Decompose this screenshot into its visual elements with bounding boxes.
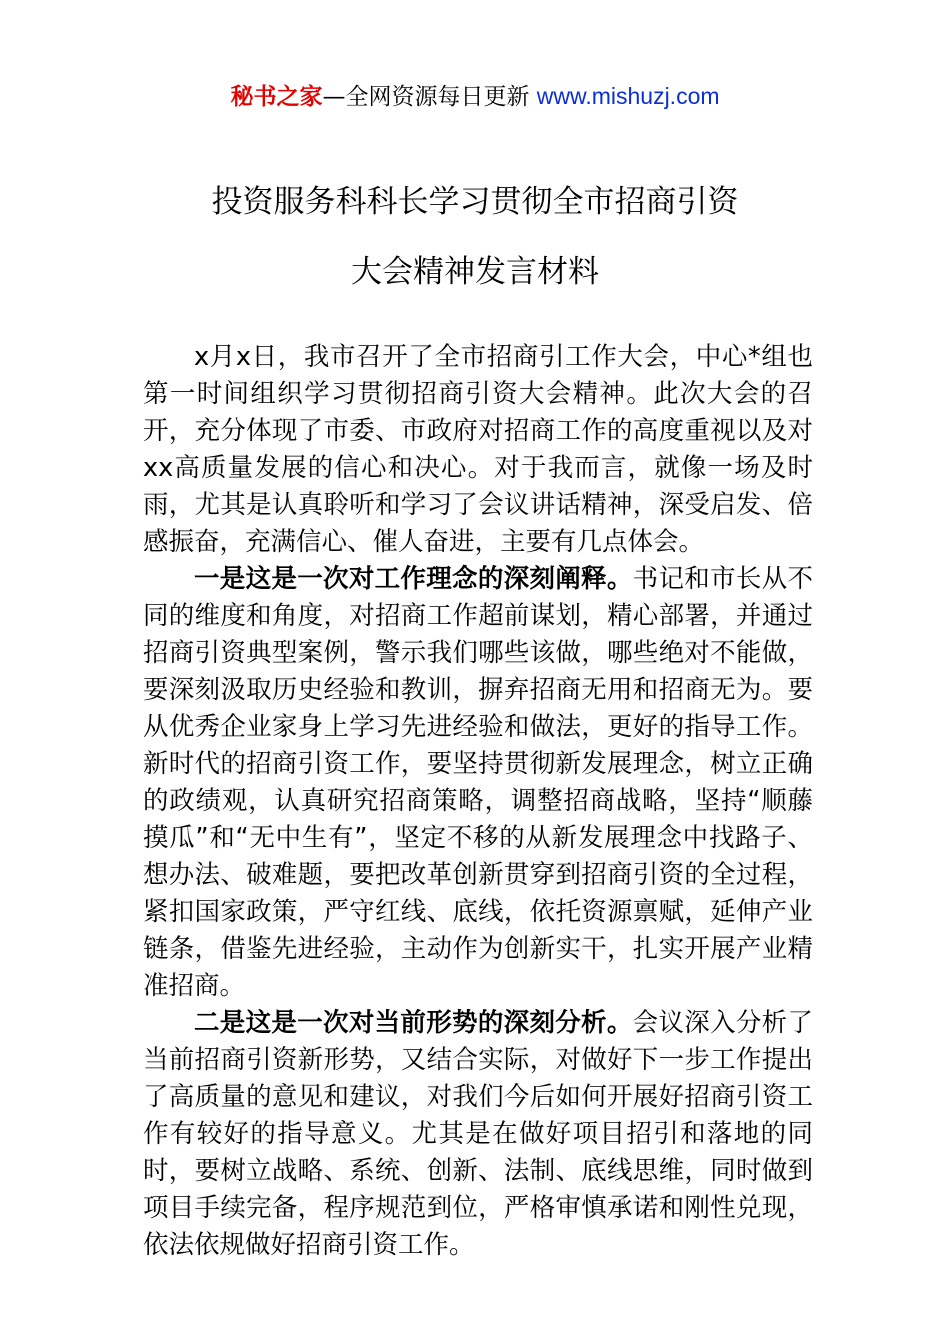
brand-name: 秘书之家	[230, 84, 323, 110]
paragraph-text: 书记和市长从不同的维度和角度，对招商工作超前谋划，精心部署，并通过招商引资典型案例，警示我们哪些该做，哪些绝对不能做，要深刻汲取历史经验和教训，摒弃招商无用和招商无为。要从优秀企业家身上学习先进经验和做法，更好的指导工作。新时代的招商引资工作，要坚持贯彻新发展理念，树立正确的政绩观，认真研究招商策略，调整招商战略，坚持“顺藤摸瓜”和“无中生有”，坚定不移的从新发展理念中找路子、想办法、破难题，要把改革创新贯穿到招商引资的全过程，紧扣国家政策，严守红线、底线，依托资源禀赋，延伸产业链条，借鉴先进经验，主动作为创新实干，扎实开展产业精准招商。	[143, 564, 813, 1001]
paragraph-lead: 二是这是一次对当前形势的深刻分析。	[194, 1008, 633, 1038]
site-header	[0, 80, 950, 113]
document-title-line-2: 大会精神发言材料	[351, 254, 599, 290]
header-tagline: —全网资源每日更新	[322, 84, 537, 110]
paragraph-point-one	[143, 561, 813, 1005]
paragraph-lead: 一是这是一次对工作理念的深刻阐释。	[194, 564, 633, 594]
paragraph-text: 会议深入分析了当前招商引资新形势，又结合实际，对做好下一步工作提出了高质量的意见和建议，对我们今后如何开展好招商引资工作有较好的指导意义。尤其是在做好项目招引和落地的同时，要树立战略、系统、创新、法制、底线思维，同时做到项目手续完备，程序规范到位，严格审慎承诺和刚性兑现，依法依规做好招商引资工作。	[143, 1008, 813, 1260]
paragraph-point-two	[143, 1005, 813, 1264]
paragraph-intro	[143, 339, 813, 561]
paragraph-text: x月x日，我市召开了全市招商引工作大会，中心*组也第一时间组织学习贯彻招商引资大会精神。此次大会的召开，充分体现了市委、市政府对招商工作的高度重视以及对xx高质量发展的信心和决心。对于我而言，就像一场及时雨，尤其是认真聆听和学习了会议讲话精神，深受启发、倍感振奋，充满信心、催人奋进，主要有几点体会。	[143, 342, 813, 557]
site-url-link[interactable]: www.mishuzj.com	[536, 83, 720, 109]
document-body	[143, 339, 813, 1264]
document-title-line-1: 投资服务科科长学习贯彻全市招商引资	[211, 184, 739, 220]
